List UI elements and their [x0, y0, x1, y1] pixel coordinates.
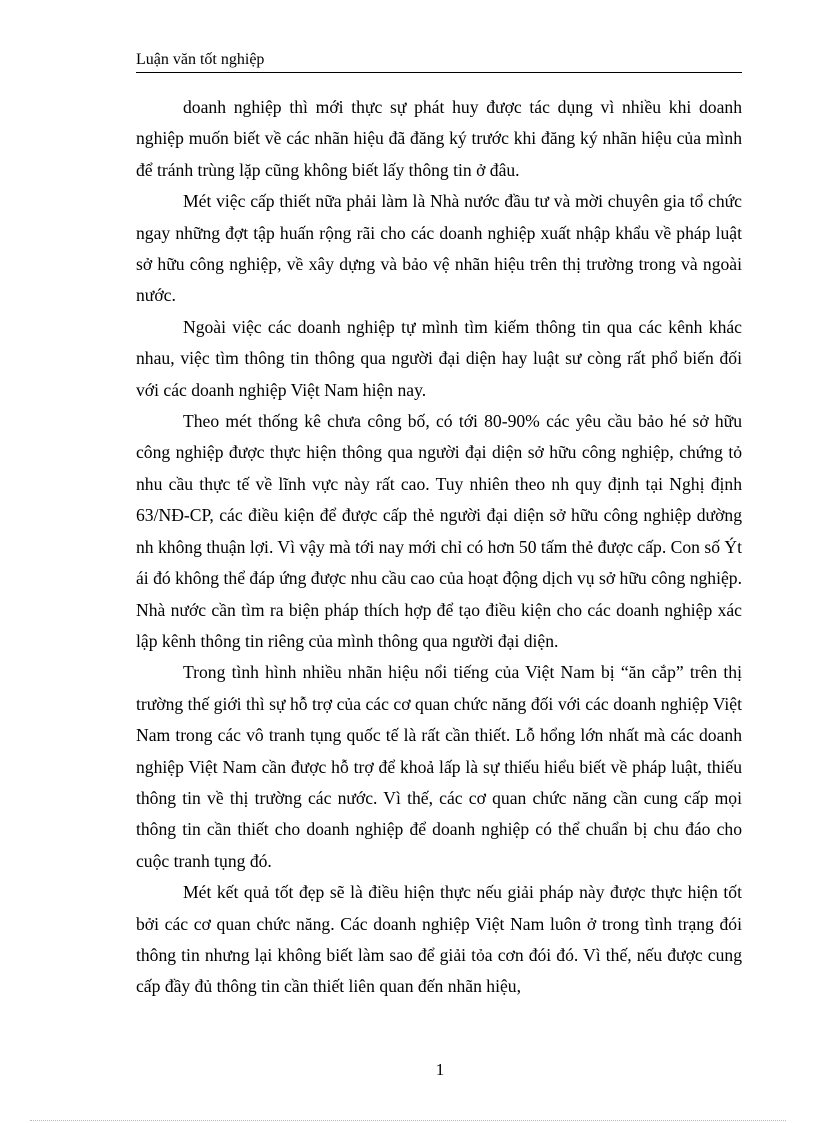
paragraph: Trong tình hình nhiều nhãn hiệu nổi tiếng của Việt Nam bị “ăn cắp” trên thị trường thế giới thì sự hỗ trợ của các cơ quan chức năng đối với các doanh nghiệp Việt Nam trong các vô tranh tụng quốc tế là rất cần thiết. Lỗ hổng lớn nhất mà các doanh nghiệp Việt Nam cần được hỗ trợ để khoả lấp là sự thiếu hiểu biết về pháp luật, thiếu thông tin về thị trường các nước. Vì thế, các cơ quan chức năng cần cung cấp mọi thông tin cần thiết cho doanh nghiệp để doanh nghiệp có thể chuẩn bị chu đáo cho cuộc tranh tụng đó. — [136, 662, 742, 871]
bottom-divider — [30, 1120, 786, 1121]
paragraph: Ngoài việc các doanh nghiệp tự mình tìm kiếm thông tin qua các kênh khác nhau, việc tìm thông tin thông qua người đại diện hay luật sư còng rất phổ biến đối với các doanh nghiệp Việt Nam hiện nay. — [136, 316, 742, 400]
header-title: Luận văn tốt nghiệp — [136, 51, 265, 68]
paragraph: Theo mét thống kê chưa công bố, có tới 80-90% các yêu cầu bảo hé sở hữu công nghiệp được thực hiện thông qua người đại diện sở hữu công nghiệp, chứng tỏ nhu cầu thực tế về lĩnh vực này rất cao. Tuy nhiên theo nh quy định tại Nghị định 63/NĐ-CP, các điều kiện để được cấp thẻ người đại diện sở hữu công nghiệp dường nh không thuận lợi. Vì vậy mà tới nay mới chỉ có hơn 50 tấm thẻ được cấp. Con số Ýt ái đó không thể đáp ứng được nhu cầu cao của hoạt động dịch vụ sở hữu công nghiệp. Nhà nước cần tìm ra biện pháp thích hợp để tạo điều kiện cho các doanh nghiệp xác lập kênh thông tin riêng của mình thông qua người đại diện. — [136, 411, 742, 651]
body-text — [136, 92, 742, 1003]
paragraph: doanh nghiệp thì mới thực sự phát huy được tác dụng vì nhiều khi doanh nghiệp muốn biết về các nhãn hiệu đã đăng ký trước khi đăng ký nhãn hiệu của mình để tránh trùng lặp cũng không biết lấy thông tin ở đâu. — [136, 97, 742, 180]
page-header — [136, 50, 742, 73]
paragraph: Mét việc cấp thiết nữa phải làm là Nhà nước đầu tư và mời chuyên gia tổ chức ngay những đợt tập huấn rộng rãi cho các doanh nghiệp xuất nhập khẩu về pháp luật sở hữu công nghiệp, về xây dựng và bảo vệ nhãn hiệu trên thị trường trong và ngoài nước. — [136, 191, 742, 306]
paragraph: Mét kết quả tốt đẹp sẽ là điều hiện thực nếu giải pháp này được thực hiện tốt bởi các cơ quan chức năng. Các doanh nghiệp Việt Nam luôn ở trong tình trạng đói thông tin nhưng lại không biết làm sao để giải tỏa cơn đói đó. Vì thế, nếu được cung cấp đầy đủ thông tin cần thiết liên quan đến nhãn hiệu, — [136, 882, 742, 997]
page-number: 1 — [435, 1060, 445, 1079]
